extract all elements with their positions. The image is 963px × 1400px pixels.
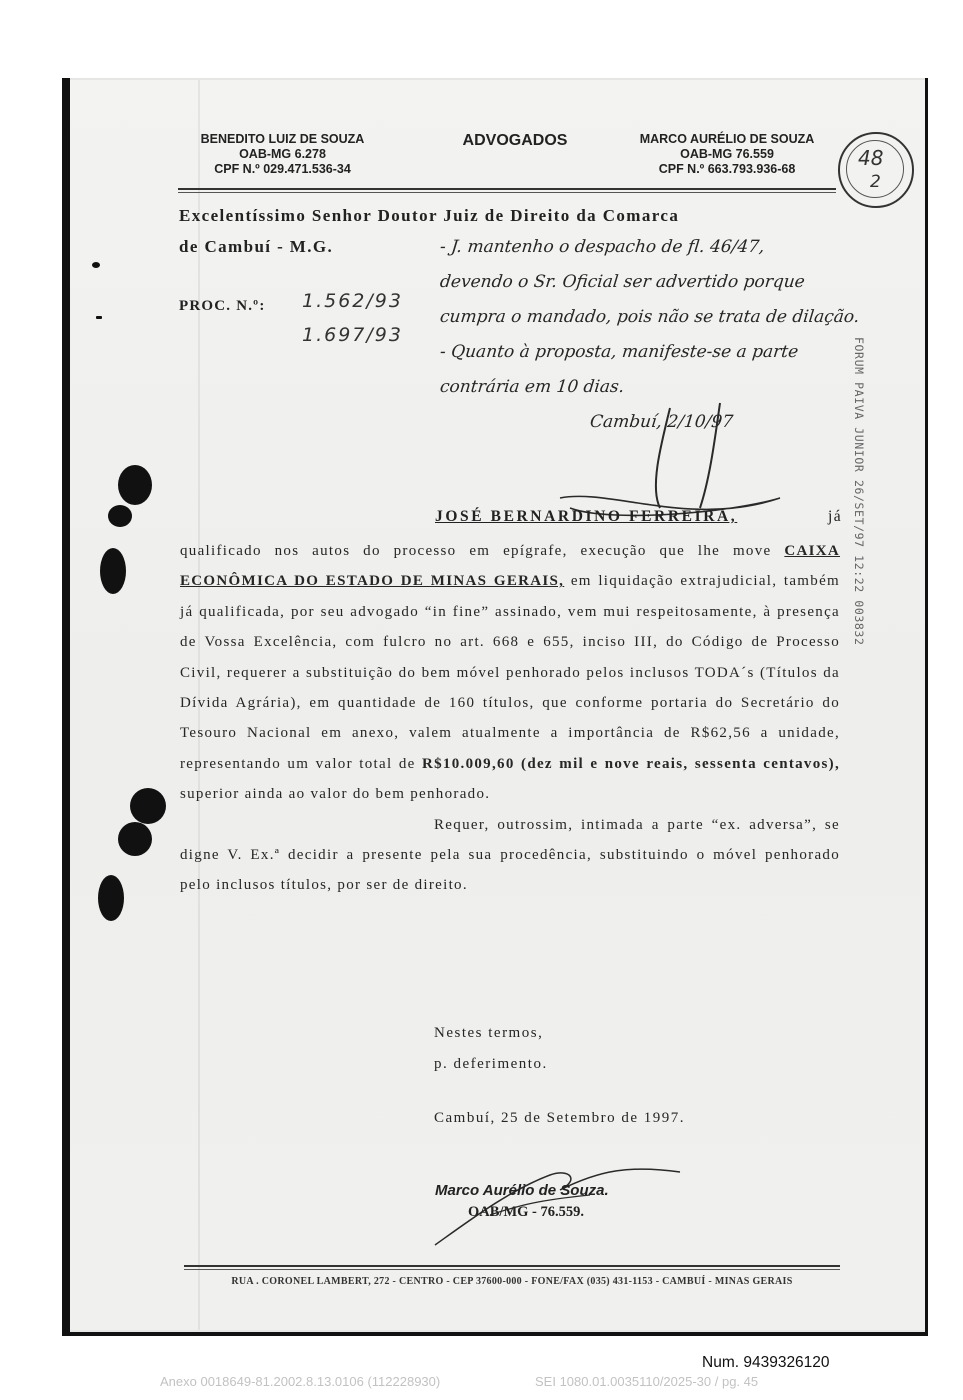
court-stamp-sub: 2: [870, 172, 881, 192]
margin-mark: [96, 316, 102, 319]
despacho-line-2: devendo o Sr. Oficial ser advertido porque: [439, 272, 806, 292]
punch-hole: [118, 465, 152, 505]
punch-hole: [98, 875, 124, 921]
salutation-line-1: Excelentíssimo Senhor Doutor Juiz de Direito da Comarca: [179, 206, 680, 225]
letterhead: [70, 132, 925, 192]
letterhead-title: ADVOGADOS: [462, 132, 568, 149]
lawyer-2-oab: OAB-MG 76.559: [680, 147, 774, 161]
despacho-line-4: - Quanto à proposta, manifeste-se a parte: [439, 342, 800, 362]
protocol-stamp: [844, 337, 868, 655]
court-stamp: [838, 132, 914, 208]
lawyer-1-name: BENEDITO LUIZ DE SOUZA: [200, 132, 365, 146]
scan-border-right: [925, 78, 928, 1336]
body-text-1a: qualificado nos autos do processo em epígrafe, execução que lhe move: [180, 543, 785, 559]
scanned-page: [62, 78, 928, 1336]
party-tail: já: [828, 508, 843, 525]
punch-hole: [100, 548, 126, 594]
letterhead-right: [618, 132, 836, 177]
page-meta: [160, 1374, 759, 1389]
scan-border-left: [62, 78, 70, 1336]
salutation-line-2: de Cambuí - M.G.: [179, 237, 334, 256]
letterhead-left: [175, 132, 390, 177]
proc-number-2: 1.697/93: [302, 324, 403, 346]
header-rule-thin: [178, 192, 836, 193]
lawyer-1-cpf: CPF N.º 029.471.536-34: [214, 162, 351, 176]
closing: [434, 1018, 548, 1080]
despacho-line-5: contrária em 10 dias.: [439, 377, 626, 397]
punch-hole: [130, 788, 166, 824]
body-text-1b: em liquidação extrajudicial, também já qualificada, por seu advogado “in fine” assinado, vem mui respeitosamente, à presença de Vossa Excelência, com fulcro no art. 668 e 655, inciso III, do Código de Processo Civil, requerer a substituição do bem móvel penhorado pelos inclusos TODA´s (Títulos da Dívida Agrária), em quantidade de 160 títulos, que conforme portaria do Secretário do Tesouro Nacional em anexo, valem atualmente a importância de R$62,56 a unidade, representando um valor total de: [180, 573, 840, 772]
punch-hole: [108, 505, 132, 527]
protocol-stamp-text: FORUM PAIVA JUNIOR 26/SET/97 12:22 003832: [852, 337, 866, 646]
letterhead-footer: RUA . CORONEL LAMBERT, 272 - CENTRO - CEP 37600-000 - FONE/FAX (035) 431-1153 - CAMBUÍ - MINAS GERAIS: [231, 1276, 793, 1287]
despacho-line-1: - J. mantenho o despacho de fl. 46/47,: [439, 237, 766, 257]
closing-line-1: Nestes termos,: [434, 1025, 544, 1041]
annex-reference: Anexo 0018649-81.2002.8.13.0106 (112228930): [160, 1374, 441, 1389]
body-text-1c: superior ainda ao valor do bem penhorado.: [180, 786, 491, 803]
signature-name: Marco Aurélio de Souza.: [435, 1182, 609, 1199]
sei-reference: SEI 1080.01.0035110/2025-30 / pg. 45: [535, 1374, 759, 1389]
document-paper: [70, 80, 925, 1330]
body-paragraph-2: Requer, outrossim, intimada a parte “ex. adversa”, se digne V. Ex.ª decidir a presente pela sua procedência, substituindo o móvel penhorado pelo inclusos títulos, por ser de direito.: [180, 816, 840, 894]
page-number: Num. 9439326120: [702, 1354, 830, 1371]
proc-number-1: 1.562/93: [302, 290, 403, 312]
lawyer-2-cpf: CPF N.º 663.793.936-68: [658, 162, 796, 176]
party-name: JOSÉ BERNARDINO FERREIRA,: [435, 508, 738, 525]
punch-hole: [118, 822, 152, 856]
petition-body: [180, 536, 840, 901]
footer-rule: [184, 1265, 840, 1267]
footer-rule-thin: [184, 1269, 840, 1270]
closing-line-2: p. deferimento.: [434, 1056, 548, 1072]
scan-border-bottom: [62, 1332, 928, 1336]
lawyer-1-oab: OAB-MG 6.278: [239, 147, 326, 161]
total-value: R$10.009,60 (dez mil e nove reais, sessenta centavos),: [422, 755, 841, 772]
signature-oab: OAB/MG - 76.559.: [468, 1204, 584, 1220]
court-stamp-number: 48: [858, 146, 884, 170]
despacho-date: Cambuí, 2/10/97: [589, 412, 734, 432]
margin-mark: [92, 262, 100, 268]
creditor-name: CAIXA ECONÔMICA DO ESTADO DE MINAS GERAIS,: [180, 543, 840, 590]
despacho-line-3: cumpra o mandado, pois não se trata de dilação.: [439, 307, 861, 327]
lawyer-2-name: MARCO AURÉLIO DE SOUZA: [639, 132, 815, 146]
body-paragraph-1: [180, 536, 840, 810]
document-date: Cambuí, 25 de Setembro de 1997.: [434, 1110, 686, 1126]
header-rule: [178, 188, 836, 190]
proc-label: PROC. N.º:: [179, 298, 266, 314]
